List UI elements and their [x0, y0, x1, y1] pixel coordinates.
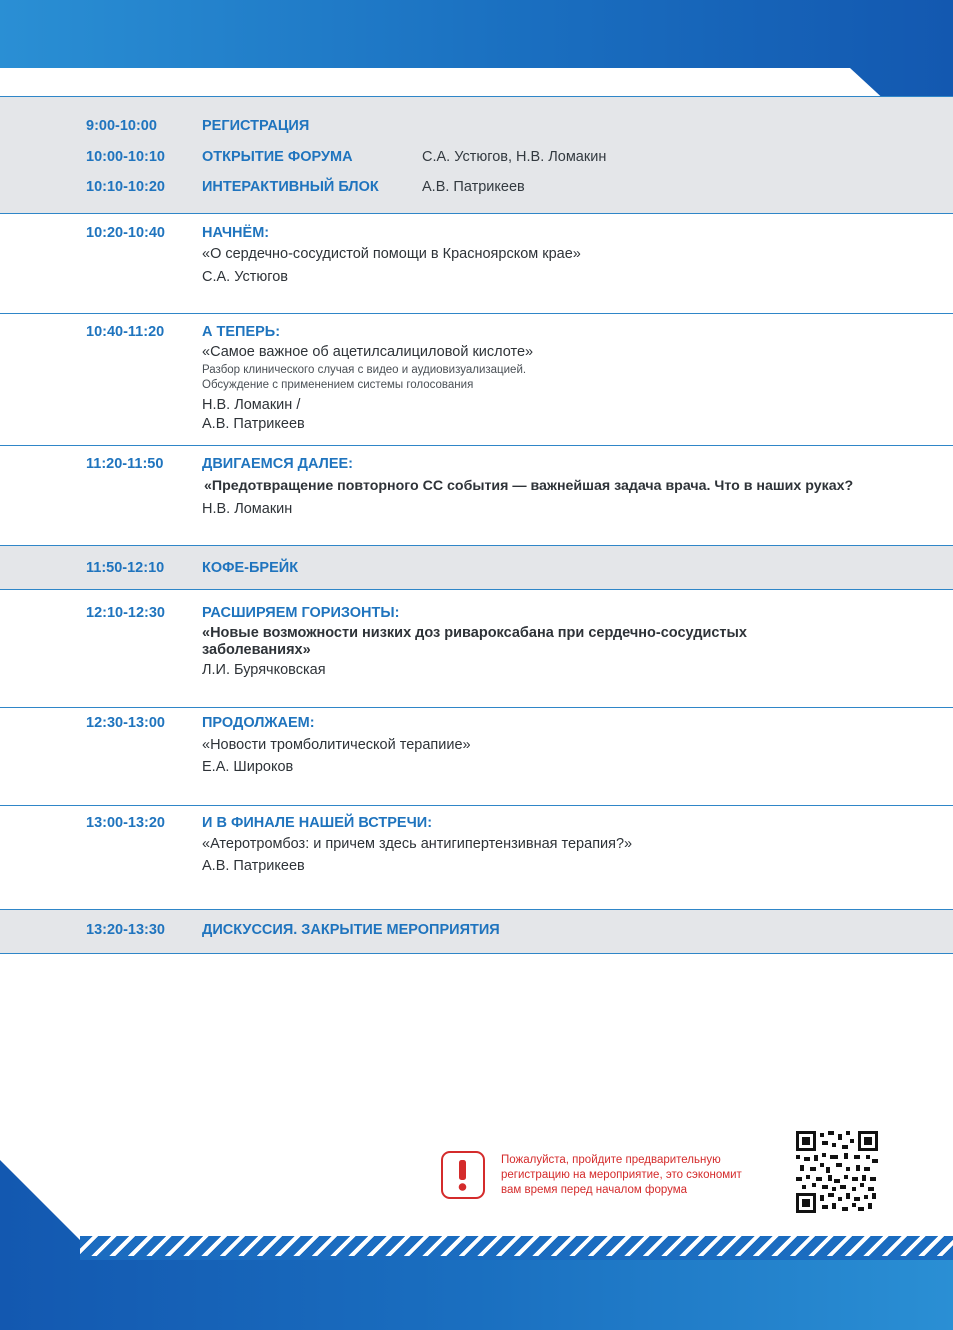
- speaker: Н.В. Ломакин /: [202, 397, 301, 413]
- schedule-row: [0, 446, 953, 546]
- footer-stripes-base: [80, 1256, 953, 1260]
- footer-stripes: [80, 1236, 953, 1256]
- session-title: РЕГИСТРАЦИЯ: [202, 118, 310, 134]
- schedule-row: [0, 314, 953, 446]
- notice-line: Пожалуйста, пройдите предварительную: [501, 1154, 721, 1166]
- talk-title: «Новые возможности низких доз ривароксабана при сердечно-сосудистых: [202, 625, 747, 641]
- exclamation-icon: [441, 1151, 485, 1199]
- session-title: А ТЕПЕРЬ:: [202, 324, 281, 340]
- talk-title: «Новости тромболитической терапиие»: [202, 737, 471, 753]
- schedule-row-coffee-break: [0, 546, 953, 590]
- schedule-block-opening: [0, 96, 953, 214]
- time: 11:50-12:10: [86, 560, 165, 576]
- talk-title: «Атеротромбоз: и причем здесь антигипертензивная терапия?»: [202, 836, 633, 852]
- talk-title-continued: заболеваниях»: [202, 642, 311, 658]
- time: 12:30-13:00: [86, 715, 165, 731]
- schedule-row: [0, 214, 953, 314]
- session-title: КОФЕ-БРЕЙК: [202, 560, 299, 576]
- speaker: А.В. Патрикеев: [202, 858, 305, 874]
- talk-note: Обсуждение с применением системы голосования: [202, 379, 474, 391]
- schedule-row-closing: [0, 910, 953, 954]
- schedule-row: [0, 590, 953, 708]
- session-title: РАСШИРЯЕМ ГОРИЗОНТЫ:: [202, 605, 400, 621]
- session-title: НАЧНЁМ:: [202, 225, 270, 241]
- schedule-row: [0, 708, 953, 806]
- speaker: Л.И. Бурячковская: [202, 662, 326, 678]
- time: 13:00-13:20: [86, 815, 165, 831]
- session-title: ОТКРЫТИЕ ФОРУМА: [202, 149, 353, 165]
- speaker: С.А. Устюгов, Н.В. Ломакин: [422, 149, 607, 165]
- qr-code[interactable]: [796, 1131, 878, 1213]
- registration-notice: [501, 1153, 791, 1198]
- notice-line: вам время перед началом форума: [501, 1184, 688, 1196]
- exclamation-glyph: [443, 1153, 482, 1196]
- talk-note: Разбор клинического случая с видео и аудиовизуализацией.: [202, 364, 527, 376]
- talk-title: «О сердечно-сосудистой помощи в Красноярском крае»: [202, 246, 581, 262]
- time: 10:00-10:10: [86, 149, 165, 165]
- speaker: Е.А. Широков: [202, 759, 294, 775]
- session-title: ПРОДОЛЖАЕМ:: [202, 715, 315, 731]
- time: 12:10-12:30: [86, 605, 165, 621]
- time: 10:40-11:20: [86, 324, 165, 340]
- schedule-row: [0, 806, 953, 910]
- speaker: Н.В. Ломакин: [202, 501, 293, 517]
- time: 9:00-10:00: [86, 118, 157, 134]
- speaker: С.А. Устюгов: [202, 269, 288, 285]
- session-title: ДИСКУССИЯ. ЗАКРЫТИЕ МЕРОПРИЯТИЯ: [202, 922, 500, 938]
- time: 11:20-11:50: [86, 456, 164, 472]
- speaker: А.В. Патрикеев: [422, 179, 525, 195]
- talk-title: «Самое важное об ацетилсалициловой кислоте»: [202, 344, 534, 360]
- session-title: ИНТЕРАКТИВНЫЙ БЛОК: [202, 179, 379, 195]
- speaker: А.В. Патрикеев: [202, 416, 305, 432]
- time: 10:10-10:20: [86, 179, 165, 195]
- notice-line: регистрацию на мероприятие, это сэкономит: [501, 1169, 742, 1181]
- time: 10:20-10:40: [86, 225, 165, 241]
- session-title: И В ФИНАЛЕ НАШЕЙ ВСТРЕЧИ:: [202, 815, 433, 831]
- talk-title: «Предотвращение повторного СС события — важнейшая задача врача. Что в наших руках?: [204, 478, 854, 494]
- time: 13:20-13:30: [86, 922, 165, 938]
- session-title: ДВИГАЕМСЯ ДАЛЕЕ:: [202, 456, 353, 472]
